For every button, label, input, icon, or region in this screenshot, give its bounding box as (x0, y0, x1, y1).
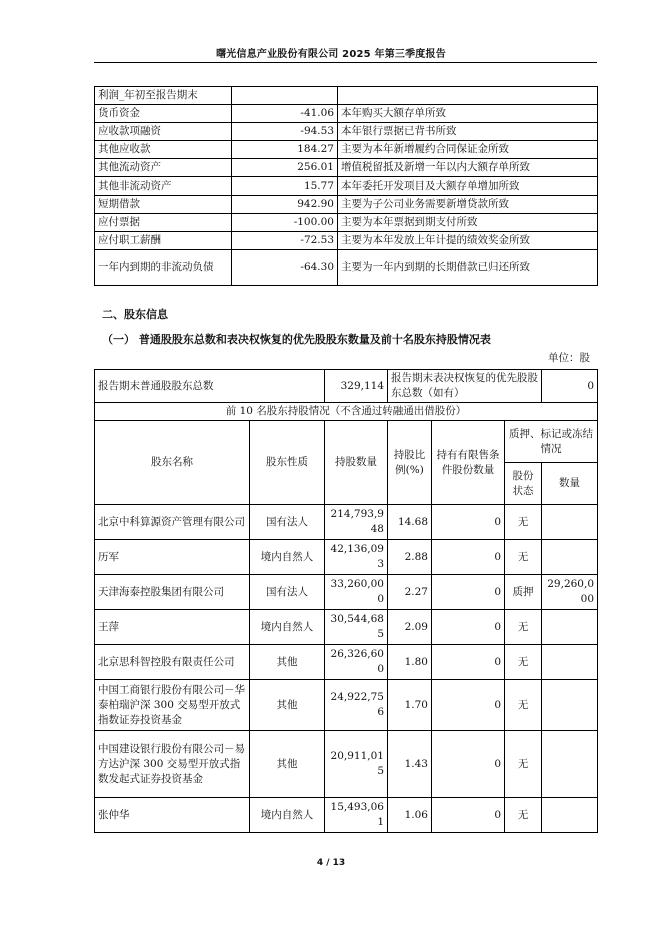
table-row (95, 540, 598, 575)
unit-label: 单位：股 (548, 352, 590, 364)
balance-reason-cell: 主要为一年内到期的长期借款已归还所致 (338, 250, 598, 286)
table-row (95, 680, 598, 731)
table-row (95, 645, 598, 680)
shareholder-qty-cell (542, 645, 598, 680)
subsection-title: （一） 普通股股东总数和表决权恢复的优先股股东数量及前十名股东持股情况表 (102, 333, 491, 346)
col-qty-header: 数量 (542, 463, 598, 505)
table-row (95, 731, 598, 798)
shareholder-name-cell: 张仲华 (95, 798, 250, 833)
shareholder-name-cell: 北京中科算源资产管理有限公司 (95, 505, 250, 540)
shareholder-ratio-cell: 14.68 (388, 505, 432, 540)
balance-reason-cell: 本年购买大额存单所致 (338, 105, 598, 123)
section-title: 二、股东信息 (102, 308, 168, 321)
shareholder-name-cell: 北京思科智控股有限责任公司 (95, 645, 250, 680)
balance-change-cell: -94.53 (232, 123, 338, 141)
shareholder-nature-cell: 国有法人 (250, 505, 325, 540)
shareholder-name-cell: 中国工商银行股份有限公司－华泰柏瑞沪深 300 交易型开放式指数证券投资基金 (95, 680, 250, 731)
table-row (95, 177, 598, 196)
balance-change-cell: 184.27 (232, 141, 338, 159)
table-row (95, 196, 598, 214)
balance-item-cell: 其他流动资产 (95, 159, 232, 177)
shareholder-status-cell: 无 (505, 645, 542, 680)
shareholder-qty-cell (542, 610, 598, 645)
shareholder-restricted-cell: 0 (432, 731, 505, 798)
balance-change-cell: -72.53 (232, 232, 338, 250)
shareholder-ratio-cell: 2.88 (388, 540, 432, 575)
shareholder-status-cell: 无 (505, 505, 542, 540)
shareholder-name-cell: 历军 (95, 540, 250, 575)
col-nature-header: 股东性质 (250, 421, 325, 505)
col-shares-header: 持股数量 (325, 421, 388, 505)
col-restricted-header: 持有有限售条件股份数量 (432, 421, 505, 505)
balance-table-header-row (95, 87, 598, 105)
shareholder-restricted-cell: 0 (432, 540, 505, 575)
balance-item-cell: 应收款项融资 (95, 123, 232, 141)
shareholder-ratio-cell: 2.09 (388, 610, 432, 645)
shareholder-status-cell: 无 (505, 680, 542, 731)
page-number: 4 / 13 (316, 858, 346, 868)
shareholder-table (94, 369, 598, 833)
shareholder-shares-cell: 15,493,061 (325, 798, 388, 833)
shareholder-name-cell: 中国建设银行股份有限公司－易方达沪深 300 交易型开放式指数发起式证券投资基金 (95, 731, 250, 798)
shareholder-nature-cell: 境内自然人 (250, 798, 325, 833)
table-row (95, 250, 598, 286)
shareholder-nature-cell: 其他 (250, 731, 325, 798)
balance-reason-cell: 主要为本年发放上年计提的绩效奖金所致 (338, 232, 598, 250)
shareholder-name-cell: 天津海泰控股集团有限公司 (95, 575, 250, 610)
table-row (95, 798, 598, 833)
balance-item-cell: 一年内到期的非流动负债 (95, 250, 232, 286)
shareholder-qty-cell (542, 505, 598, 540)
balance-item-cell: 货币资金 (95, 105, 232, 123)
shareholder-status-cell: 质押 (505, 575, 542, 610)
shareholder-shares-cell: 42,136,093 (325, 540, 388, 575)
balance-item-cell: 短期借款 (95, 196, 232, 214)
shareholder-ratio-cell: 1.06 (388, 798, 432, 833)
total-label: 报告期末普通股股东总数 (95, 370, 325, 403)
shareholder-nature-cell: 境内自然人 (250, 540, 325, 575)
report-header-title: 曙光信息产业股份有限公司 2025 年第三季度报告 (216, 49, 446, 60)
col-ratio-header: 持股比例(%) (388, 421, 432, 505)
shareholder-restricted-cell: 0 (432, 610, 505, 645)
pref-value: 0 (542, 370, 598, 403)
shareholder-qty-cell (542, 540, 598, 575)
shareholder-shares-cell: 33,260,000 (325, 575, 388, 610)
shareholder-ratio-cell: 2.27 (388, 575, 432, 610)
shareholder-restricted-cell: 0 (432, 645, 505, 680)
shareholder-shares-cell: 30,544,685 (325, 610, 388, 645)
balance-reason-cell: 主要为子公司业务需要新增贷款所致 (338, 196, 598, 214)
shareholder-qty-cell (542, 731, 598, 798)
shareholder-restricted-cell: 0 (432, 680, 505, 731)
balance-change-cell: -100.00 (232, 214, 338, 232)
top10-label-row (95, 403, 598, 421)
table-row (95, 505, 598, 540)
top10-label: 前 10 名股东持股情况（不含通过转融通出借股份） (95, 403, 598, 421)
table-row (95, 105, 598, 123)
table-row (95, 159, 598, 177)
balance-reason-cell: 本年委托开发项目及大额存单增加所致 (338, 177, 598, 196)
col-status-header: 股份状态 (505, 463, 542, 505)
col-name-header: 股东名称 (95, 421, 250, 505)
balance-reason-cell: 主要为本年新增履约合同保证金所致 (338, 141, 598, 159)
shareholder-nature-cell: 其他 (250, 645, 325, 680)
shareholder-status-cell: 无 (505, 798, 542, 833)
shareholder-status-cell: 无 (505, 540, 542, 575)
header-divider (94, 62, 597, 63)
balance-header-label: 利润_年初至报告期末 (95, 87, 232, 105)
shareholder-name-cell: 王萍 (95, 610, 250, 645)
balance-item-cell: 其他应收款 (95, 141, 232, 159)
shareholder-status-cell: 无 (505, 610, 542, 645)
balance-item-cell: 应付票据 (95, 214, 232, 232)
balance-reason-cell: 本年银行票据已背书所致 (338, 123, 598, 141)
column-header-row (95, 421, 598, 463)
balance-change-cell: -41.06 (232, 105, 338, 123)
balance-change-cell: -64.30 (232, 250, 338, 286)
table-row (95, 610, 598, 645)
col-pledge-header: 质押、标记或冻结情况 (505, 421, 598, 463)
shareholder-ratio-cell: 1.43 (388, 731, 432, 798)
table-row (95, 575, 598, 610)
table-row (95, 214, 598, 232)
table-row (95, 123, 598, 141)
shareholder-restricted-cell: 0 (432, 575, 505, 610)
balance-change-cell: 256.01 (232, 159, 338, 177)
shareholder-total-row (95, 370, 598, 403)
shareholder-shares-cell: 26,326,600 (325, 645, 388, 680)
shareholder-ratio-cell: 1.70 (388, 680, 432, 731)
shareholder-shares-cell: 214,793,948 (325, 505, 388, 540)
shareholder-qty-cell (542, 798, 598, 833)
balance-item-cell: 应付职工薪酬 (95, 232, 232, 250)
balance-item-cell: 其他非流动资产 (95, 177, 232, 196)
table-row (95, 141, 598, 159)
total-value: 329,114 (325, 370, 388, 403)
shareholder-nature-cell: 其他 (250, 680, 325, 731)
shareholder-restricted-cell: 0 (432, 505, 505, 540)
shareholder-nature-cell: 境内自然人 (250, 610, 325, 645)
shareholder-restricted-cell: 0 (432, 798, 505, 833)
balance-reason-cell: 主要为本年票据到期支付所致 (338, 214, 598, 232)
table-row (95, 232, 598, 250)
shareholder-shares-cell: 24,922,756 (325, 680, 388, 731)
shareholder-qty-cell: 29,260,000 (542, 575, 598, 610)
balance-change-table (94, 86, 598, 286)
shareholder-nature-cell: 国有法人 (250, 575, 325, 610)
shareholder-shares-cell: 20,911,015 (325, 731, 388, 798)
pref-label: 报告期末表决权恢复的优先股股东总数（如有） (388, 370, 542, 403)
shareholder-ratio-cell: 1.80 (388, 645, 432, 680)
balance-change-cell: 942.90 (232, 196, 338, 214)
shareholder-status-cell: 无 (505, 731, 542, 798)
balance-reason-cell: 增值税留抵及新增一年以内大额存单所致 (338, 159, 598, 177)
balance-change-cell: 15.77 (232, 177, 338, 196)
shareholder-qty-cell (542, 680, 598, 731)
